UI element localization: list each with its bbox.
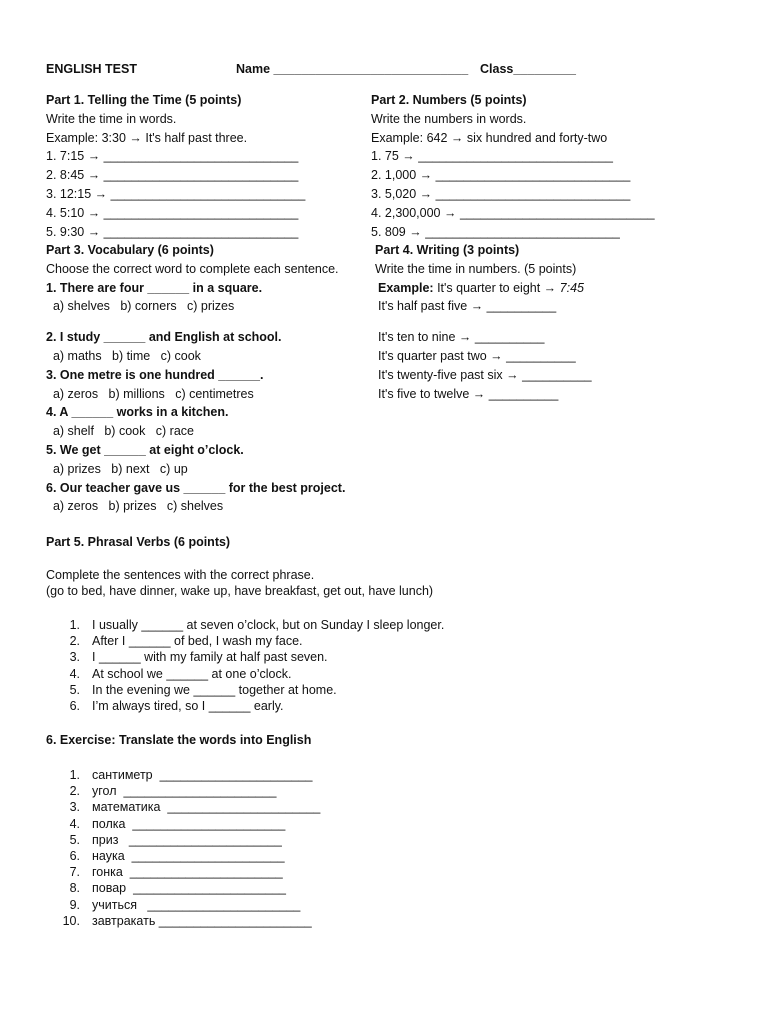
part3-section: [46, 241, 345, 516]
part2-item: 3. 5,020 → ____________________________: [371, 186, 631, 201]
part1-section: [46, 91, 305, 241]
part4-item: It's twenty-five past six → __________: [378, 367, 592, 382]
part4-section: [375, 241, 592, 403]
part3-title: Part 3. Vocabulary (6 points): [46, 243, 214, 257]
part4-instruction: Write the time in numbers. (5 points): [375, 261, 577, 276]
part2-example: Example: 642 → six hundred and forty-two: [371, 130, 608, 145]
part1-instruction: Write the time in words.: [46, 111, 177, 126]
part5-instruction: Complete the sentences with the correct phrase.: [46, 568, 315, 582]
part4-item: It's five to twelve → __________: [378, 386, 559, 401]
part1-item: 2. 8:45 → ____________________________: [46, 168, 299, 183]
part3-answers: a) zeros b) prizes c) shelves: [46, 499, 224, 514]
part1-item: 1. 7:15 → ____________________________: [46, 149, 299, 164]
part4-example-text: It's quarter to eight →: [433, 280, 557, 295]
part3-answers: a) zeros b) millions c) centimetres: [46, 386, 254, 401]
part2-instruction: Write the numbers in words.: [371, 111, 527, 126]
part1-example: Example: 3:30 → It's half past three.: [46, 130, 248, 145]
part4-title: Part 4. Writing (3 points): [375, 243, 520, 257]
part3-question: 1. There are four ______ in a square.: [46, 280, 263, 295]
part2-item: 1. 75 → ____________________________: [371, 149, 613, 164]
name-field-label: Name ____________________________: [236, 62, 469, 76]
part4-example-answer: 7:45: [556, 280, 584, 295]
part3-question: 6. Our teacher gave us ______ for the best project.: [46, 480, 346, 495]
part3-question: 2. I study ______ and English at school.: [46, 330, 282, 345]
part4-item: It's quarter past two → __________: [378, 348, 576, 363]
part4-example: [375, 279, 592, 298]
test-title: ENGLISH TEST: [46, 62, 137, 76]
part3-answers: a) shelf b) cook c) race: [46, 424, 194, 439]
part1-item: 3. 12:15 → ____________________________: [46, 186, 306, 201]
part3-answers: a) shelves b) corners c) prizes: [46, 299, 235, 314]
part4-item: It's half past five → __________: [378, 299, 557, 314]
part3-instruction: Choose the correct word to complete each sentence.: [46, 261, 339, 276]
part5-options: (go to bed, have dinner, wake up, have breakfast, get out, have lunch): [46, 584, 434, 598]
part2-title: Part 2. Numbers (5 points): [371, 93, 527, 107]
part2-item: 4. 2,300,000 → ____________________________: [371, 205, 655, 220]
part3-question: 3. One metre is one hundred ______.: [46, 367, 264, 382]
part2-section: [371, 91, 655, 241]
part3-answers: a) prizes b) next c) up: [46, 461, 188, 476]
part5-title: Part 5. Phrasal Verbs (6 points): [46, 535, 231, 549]
part4-item: It's ten to nine → __________: [378, 330, 545, 345]
part3-question: 4. A ______ works in a kitchen.: [46, 405, 229, 420]
part2-item: 5. 809 → ____________________________: [371, 224, 620, 239]
part1-item: 5. 9:30 → ____________________________: [46, 224, 299, 239]
test-page: ENGLISH TEST Name ____________________________ Class_________ Part 1. Telling the Time (5 points) Write the time in words. Example: 3:30 → It's half past three. 1. 7:15 → ____________________________ 2. 8:45 → ____________________________ 3. 12:15 → ____________________________ 4. 5:10 → ____________________________ 5. 9:30 → ____________________________ Part 2. Numbers (5 points) Write the numbers in words. Example: 642 → six hundred and forty-two 1. 75 → ____________________________ 2. 1,000 → ____________________________ 3. 5,020 → ____________________________ 4. 2,300,000 → ____________________________ 5. 809 → ____________________________ Part 3. Vocabulary (6 points) Choose the correct word to complete each sentence. 1. There are four ______ in a square. a) shelves b) corners c) prizes 2. I study ______ and English at school. a) maths b) time c) cook 3. One metre is one hundred ______. a) zeros b) millions c) centimetres 4. A ______ works in a kitchen. a) shelf b) cook c) race 5. We get ______ at eight o’clock. a) prizes b) next c) up 6. Our teacher gave us ______ for the best project. a) zeros b) prizes c) shelves Part 4. Writing (3 points) Write the time in numbers. (5 points) Example: It's quarter to eight → 7:45 It's half past five → __________ It's ten to nine → __________ It's quarter past two → __________ It's twenty-five past six → __________ It's five to twelve → __________ Part 5. Phrasal Verbs (6 points) Complete the sentences with the correct phrase. (go to bed, have dinner, wake up, have breakfast, get out, have lunch) 1. I usually ______ at seven o’clock, but on Sunday I sleep longer. 2. After I ______ of bed, I wash my face. 3. I ______ with my family at half past seven. 4. At school we ______ at one o’clock. 5. In the evening we ______ together at home. 6. I’m always tired, so I ______ early. 6. Exercise: Translate the words into English 1. сантиметр ______________________ 2. угол ______________________ 3. математика ______________________ 4. полка ______________________ 5. приз ______________________ 6. наука ______________________ 7. гонка ______________________ 8. повар ______________________ 9. учиться ______________________ 10. завтракать ______________________: [46, 62, 655, 928]
part1-title: Part 1. Telling the Time (5 points): [46, 93, 242, 107]
part3-question: 5. We get ______ at eight o’clock.: [46, 442, 244, 457]
part6-title: 6. Exercise: Translate the words into English: [46, 733, 312, 747]
part1-item: 4. 5:10 → ____________________________: [46, 205, 299, 220]
class-field-label: Class_________: [480, 62, 576, 76]
part2-item: 2. 1,000 → ____________________________: [371, 168, 631, 183]
part4-example-label: Example:: [378, 280, 434, 295]
part3-answers: a) maths b) time c) cook: [46, 348, 201, 363]
